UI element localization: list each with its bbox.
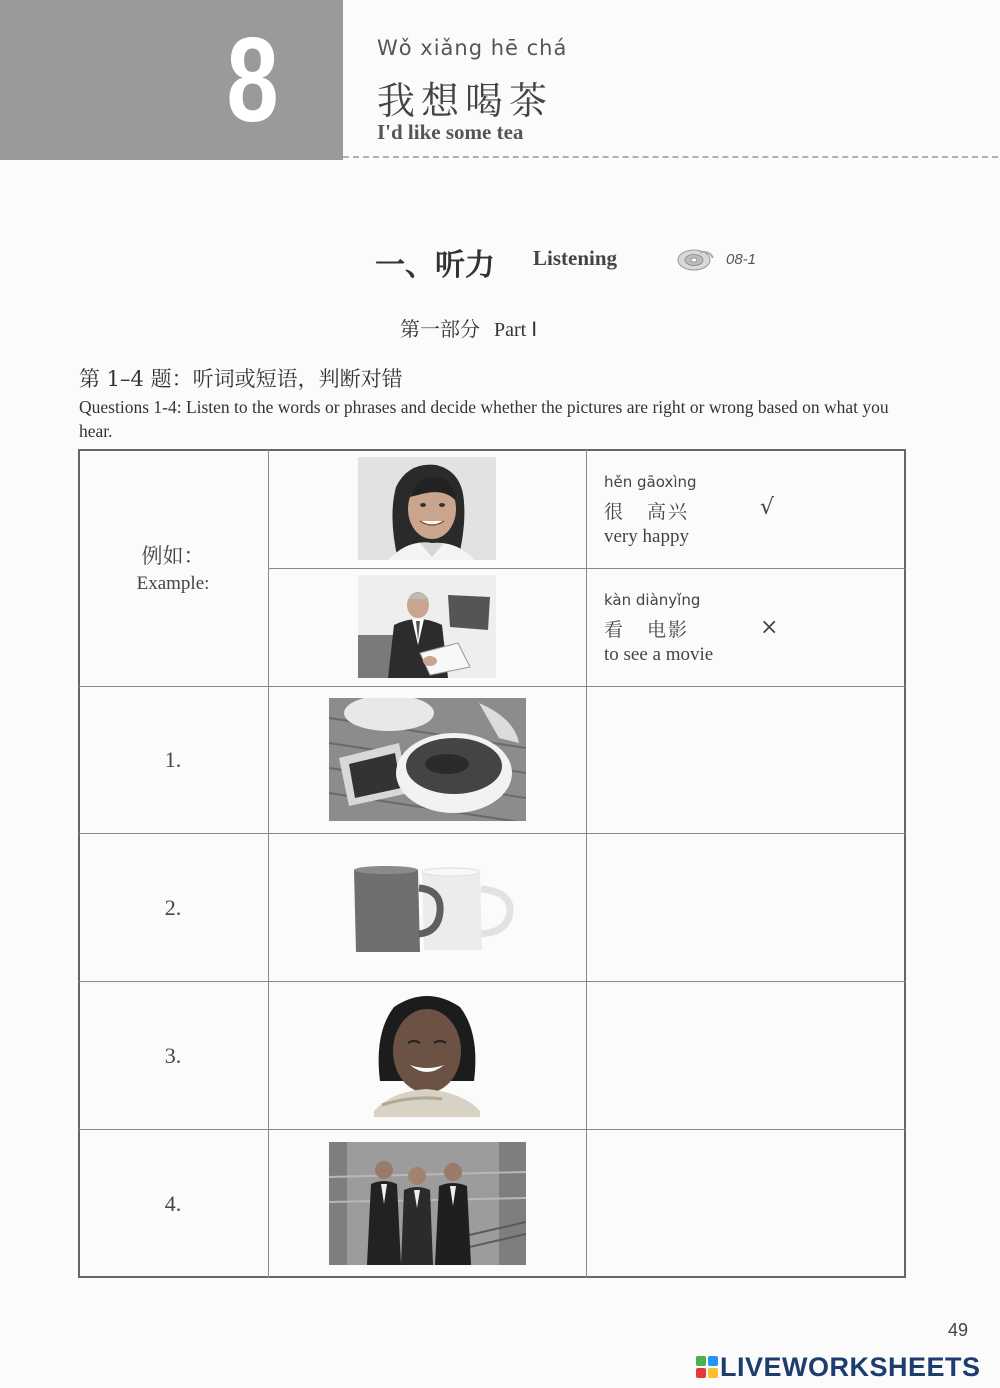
table-row-divider	[78, 1129, 906, 1130]
question-number-1: 1.	[164, 747, 182, 772]
photo-smiling-girl	[358, 457, 496, 560]
table-row-divider	[268, 568, 905, 569]
audio-track-number: 08-1	[726, 251, 757, 268]
photo-two-mugs	[350, 864, 520, 954]
liveworksheets-logo[interactable]	[696, 1352, 981, 1382]
liveworksheets-brand-text: LIVEWORKSHEETS	[720, 1351, 981, 1382]
lesson-title-pinyin: Wǒ xiǎng hē chá	[377, 36, 568, 60]
example-label-chinese: 例如：	[141, 544, 205, 568]
photo-business-people	[329, 1142, 526, 1265]
example-answer-chinese: 很 高兴	[604, 501, 690, 523]
audio-cd-icon[interactable]	[676, 247, 716, 273]
photo-smiling-woman	[372, 993, 482, 1117]
table-column-divider	[586, 449, 587, 1278]
example-answer-pinyin: hěn gāoxìng	[604, 473, 697, 491]
instructions-chinese: 第 1–4 题：听词或短语，判断对错	[79, 367, 403, 391]
example-label-english: Example:	[136, 573, 210, 594]
photo-man-reading	[358, 575, 496, 678]
example-answer-english: very happy	[604, 526, 689, 547]
lesson-title-english: I'd like some tea	[377, 120, 524, 144]
example-answer-2	[604, 591, 713, 666]
table-row-divider	[78, 981, 906, 982]
part-heading	[400, 313, 537, 342]
header-divider	[343, 156, 998, 158]
part-heading-english: Part Ⅰ	[494, 319, 538, 341]
lesson-title-chinese: 我想喝茶	[377, 79, 554, 123]
cross-mark-icon: ×	[760, 615, 779, 640]
table-row-divider	[78, 833, 906, 834]
photo-tea-set	[329, 698, 526, 821]
question-number-2: 2.	[164, 895, 182, 920]
question-number-3: 3.	[164, 1043, 182, 1068]
lesson-header-band	[0, 0, 343, 160]
example-answer-chinese: 看 电影	[604, 619, 690, 641]
question-number-4: 4.	[164, 1191, 182, 1216]
part-heading-chinese: 第一部分	[400, 317, 480, 341]
example-answer-1	[604, 473, 697, 548]
section-title-english: Listening	[533, 246, 618, 270]
example-answer-english: to see a movie	[604, 644, 714, 665]
section-title-chinese: 一、听力	[375, 248, 495, 283]
page-number: 49	[948, 1320, 969, 1340]
example-answer-pinyin: kàn diànyǐng	[604, 591, 701, 609]
table-row-divider	[78, 686, 906, 687]
liveworksheets-logo-icon	[696, 1356, 718, 1378]
table-column-divider	[268, 449, 269, 1278]
lesson-number: 8	[226, 13, 279, 147]
instructions-english: Questions 1-4: Listen to the words or phrases and decide whether the pictures are right or wrong based on what you hear.	[79, 397, 889, 441]
check-mark-icon: √	[760, 495, 775, 520]
